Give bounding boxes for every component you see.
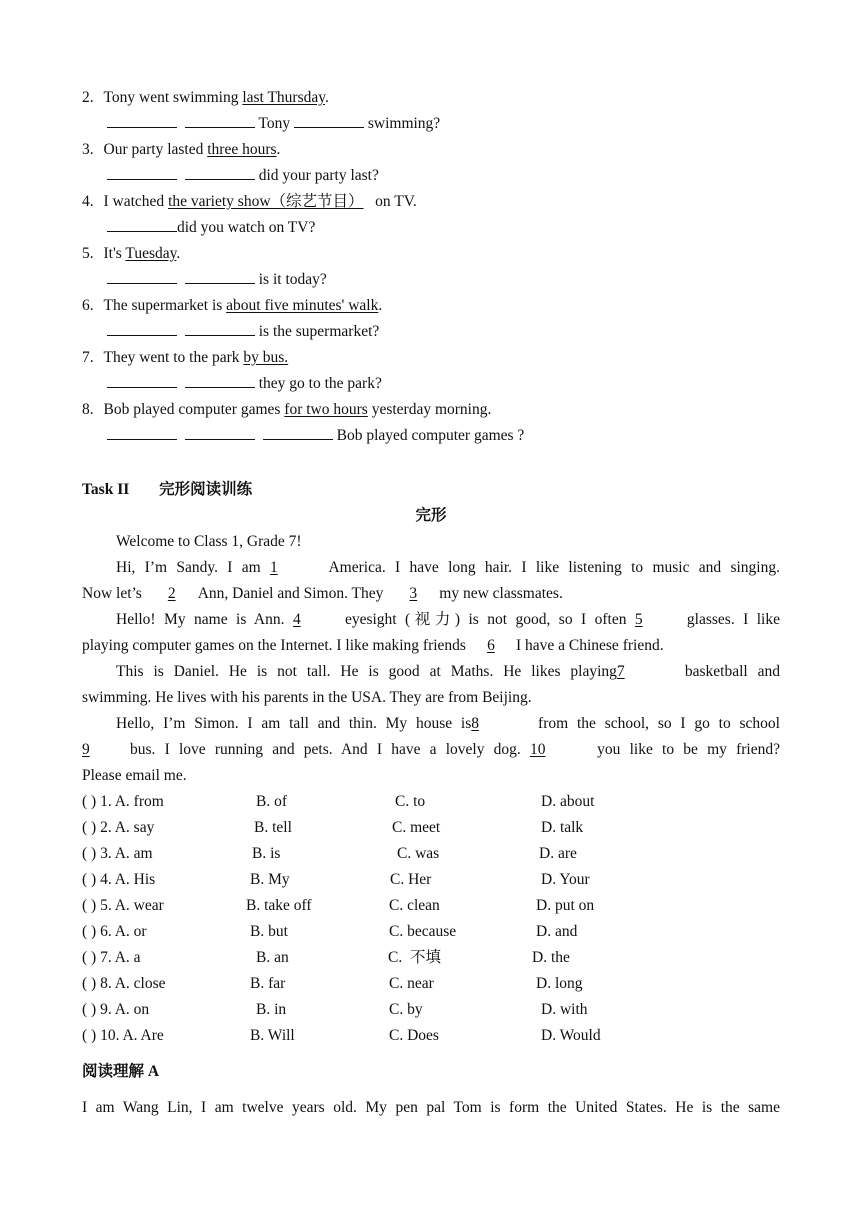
answer-blank[interactable] <box>185 164 255 180</box>
cloze-blank[interactable]: 6 <box>487 637 495 654</box>
cloze-text: my new classmates. <box>439 585 563 602</box>
option-c[interactable]: C. by <box>389 1001 423 1018</box>
option-b[interactable]: B. tell <box>254 819 292 836</box>
option-b[interactable]: B. Will <box>250 1027 295 1044</box>
option-question[interactable]: ( ) 4. A. His <box>82 871 156 888</box>
option-d[interactable]: D. the <box>532 949 570 966</box>
option-b[interactable]: B. but <box>250 923 288 940</box>
option-b[interactable]: B. of <box>256 793 287 810</box>
option-question[interactable]: ( ) 3. A. am <box>82 845 153 862</box>
cloze-blank[interactable]: 2 <box>167 585 176 602</box>
item-number: 2. <box>82 89 94 106</box>
option-c[interactable]: C. meet <box>392 819 441 836</box>
cloze-text: Hello, I’m Simon. I am tall and thin. My house is <box>116 715 472 732</box>
answer-blank[interactable] <box>263 424 333 440</box>
task-label: Task II <box>82 481 130 498</box>
cloze-blank[interactable]: 5 <box>634 611 643 628</box>
item-text-end: . <box>276 141 281 158</box>
cloze-text: basketball and <box>674 663 780 680</box>
cloze-blank[interactable]: 8 <box>471 715 480 732</box>
answer-blank[interactable] <box>107 372 177 388</box>
item-number: 8. <box>82 401 94 418</box>
option-question[interactable]: ( ) 6. A. or <box>82 923 147 940</box>
question-5 <box>107 268 805 292</box>
option-b[interactable]: B. an <box>256 949 289 966</box>
option-b[interactable]: B. My <box>250 871 290 888</box>
option-c[interactable]: C. to <box>395 793 426 810</box>
answer-blank[interactable] <box>107 216 177 232</box>
question-text: did you watch on TV? <box>177 219 316 236</box>
option-d[interactable]: D. are <box>539 845 577 862</box>
option-question[interactable]: ( ) 9. A. on <box>82 1001 150 1018</box>
item-text: It's <box>103 245 126 262</box>
answer-blank[interactable] <box>107 320 177 336</box>
option-d[interactable]: D. long <box>536 975 583 992</box>
cloze-blank[interactable]: 10 <box>529 741 546 758</box>
option-d[interactable]: D. and <box>536 923 578 940</box>
option-d[interactable]: D. talk <box>541 819 584 836</box>
question-text: is it today? <box>254 271 327 288</box>
option-row <box>82 1024 780 1048</box>
cloze-line: Please email me. <box>82 767 187 784</box>
question-4 <box>107 216 805 240</box>
option-row <box>82 894 780 918</box>
option-c[interactable]: C. was <box>397 845 440 862</box>
cloze-blank[interactable]: 3 <box>409 585 418 602</box>
answer-blank[interactable] <box>185 112 255 128</box>
option-row <box>82 868 780 892</box>
option-row <box>82 842 780 866</box>
item-7 <box>82 346 780 370</box>
option-row <box>82 816 780 840</box>
option-c[interactable]: C. Does <box>389 1027 439 1044</box>
item-number: 4. <box>82 193 94 210</box>
cloze-line <box>82 634 780 658</box>
item-text: They went to the park <box>103 349 244 366</box>
item-text-end: . <box>378 297 383 314</box>
underlined-phrase: last Thursday <box>242 89 325 106</box>
cloze-line: swimming. He lives with his parents in the USA. They are from Beijing. <box>82 689 532 706</box>
cloze-line: Welcome to Class 1, Grade 7! <box>116 533 302 550</box>
cloze-text: Ann, Daniel and Simon. They <box>197 585 388 602</box>
item-text-end: . <box>176 245 181 262</box>
cloze-blank[interactable]: 9 <box>82 741 90 758</box>
question-6 <box>107 320 805 344</box>
cloze-text: eyesight (视力) is not good, so I often <box>344 611 635 628</box>
task-title: 完形阅读训练 <box>159 481 253 498</box>
item-text: Bob played computer games <box>103 401 285 418</box>
item-2 <box>82 86 780 110</box>
option-question[interactable]: ( ) 7. A. a <box>82 949 141 966</box>
answer-blank[interactable] <box>185 372 255 388</box>
option-c[interactable]: C. because <box>389 923 457 940</box>
cloze-text: playing computer games on the Internet. I like making friends <box>82 637 466 654</box>
option-question[interactable]: ( ) 1. A. from <box>82 793 164 810</box>
option-b[interactable]: B. is <box>252 845 281 862</box>
option-d[interactable]: D. put on <box>536 897 595 914</box>
cloze-text: glasses. I like <box>686 611 780 628</box>
cloze-text: bus. I love running and pets. And I have a lovely dog. <box>130 741 530 758</box>
option-b[interactable]: B. take off <box>246 897 312 914</box>
cloze-blank[interactable]: 7 <box>616 663 625 680</box>
reading-text: I am Wang Lin, I am twelve years old. My pen pal Tom is form the United States. He is the same <box>82 1099 780 1116</box>
answer-blank[interactable] <box>185 424 255 440</box>
cloze-line <box>82 556 780 580</box>
item-text: Tony went swimming <box>103 89 243 106</box>
question-text: Bob played computer games ? <box>332 427 525 444</box>
item-8 <box>82 398 780 422</box>
option-c[interactable]: C. clean <box>389 897 440 914</box>
item-6 <box>82 294 780 318</box>
question-3 <box>107 164 805 188</box>
item-number: 5. <box>82 245 94 262</box>
underlined-phrase: the variety show（综艺节目） <box>168 193 364 210</box>
option-d[interactable]: D. about <box>541 793 595 810</box>
cloze-blank[interactable]: 1 <box>270 559 278 576</box>
answer-blank[interactable] <box>185 320 255 336</box>
option-c[interactable]: C. 不填 <box>388 949 441 966</box>
cloze-blank[interactable]: 4 <box>292 611 301 628</box>
underlined-phrase: for two hours <box>284 401 368 418</box>
item-5 <box>82 242 780 266</box>
underlined-phrase: about five minutes' walk <box>226 297 379 314</box>
question-text: they go to the park? <box>254 375 382 392</box>
item-number: 7. <box>82 349 94 366</box>
cloze-text: Hi, I’m Sandy. I am <box>116 559 271 576</box>
item-text: Our party lasted <box>103 141 208 158</box>
option-d[interactable]: D. with <box>541 1001 588 1018</box>
item-text-end: yesterday morning. <box>367 401 492 418</box>
cloze-line <box>82 608 780 632</box>
answer-blank[interactable] <box>107 424 177 440</box>
question-text: did your party last? <box>254 167 379 184</box>
option-row <box>82 920 780 944</box>
underlined-phrase: by bus. <box>243 349 289 366</box>
item-4 <box>82 190 780 214</box>
option-question[interactable]: ( ) 2. A. say <box>82 819 155 836</box>
task-header <box>82 478 780 502</box>
cloze-text: you like to be my friend? <box>587 741 780 758</box>
cloze-line <box>82 738 780 762</box>
answer-blank[interactable] <box>107 268 177 284</box>
question-8 <box>107 424 805 448</box>
cloze-line <box>82 712 780 736</box>
option-question[interactable]: ( ) 10. A. Are <box>82 1027 164 1044</box>
option-d[interactable]: D. Your <box>541 871 590 888</box>
option-b[interactable]: B. far <box>250 975 286 992</box>
item-text: The supermarket is <box>103 297 227 314</box>
item-number: 3. <box>82 141 94 158</box>
option-row <box>82 790 780 814</box>
underlined-phrase: three hours <box>207 141 277 158</box>
option-c[interactable]: C. near <box>389 975 434 992</box>
option-row <box>82 998 780 1022</box>
cloze-text: This is Daniel. He is not tall. He is good at Maths. He likes playing <box>116 663 617 680</box>
cloze-text: Now let’s <box>82 585 146 602</box>
cloze-text: Hello! My name is Ann. <box>116 611 293 628</box>
answer-blank[interactable] <box>107 164 177 180</box>
answer-blank[interactable] <box>107 112 177 128</box>
question-7 <box>107 372 805 396</box>
option-d[interactable]: D. Would <box>541 1027 601 1044</box>
option-c[interactable]: C. Her <box>390 871 432 888</box>
answer-blank[interactable] <box>185 268 255 284</box>
item-number: 6. <box>82 297 94 314</box>
option-question[interactable]: ( ) 8. A. close <box>82 975 166 992</box>
cloze-heading: 完形 <box>415 507 447 524</box>
answer-blank[interactable] <box>294 112 364 128</box>
cloze-text: from the school, so I go to school <box>529 715 780 732</box>
cloze-line <box>82 660 780 684</box>
item-text-end: . <box>325 89 329 106</box>
cloze-text: America. I have long hair. I like listening to music and singing. <box>320 559 780 576</box>
question-2 <box>107 112 805 136</box>
item-3 <box>82 138 780 162</box>
option-question[interactable]: ( ) 5. A. wear <box>82 897 164 914</box>
option-row <box>82 946 780 970</box>
item-text: I watched <box>103 193 169 210</box>
question-text: is the supermarket? <box>254 323 380 340</box>
cloze-line <box>82 582 780 606</box>
underlined-phrase: Tuesday <box>125 245 177 262</box>
item-text-end: on TV. <box>363 193 417 210</box>
question-text: swimming? <box>363 115 441 132</box>
reading-title: 阅读理解 A <box>82 1063 160 1080</box>
option-row <box>82 972 780 996</box>
option-b[interactable]: B. in <box>256 1001 287 1018</box>
cloze-text: I have a Chinese friend. <box>515 637 664 654</box>
question-text: Tony <box>254 115 294 132</box>
